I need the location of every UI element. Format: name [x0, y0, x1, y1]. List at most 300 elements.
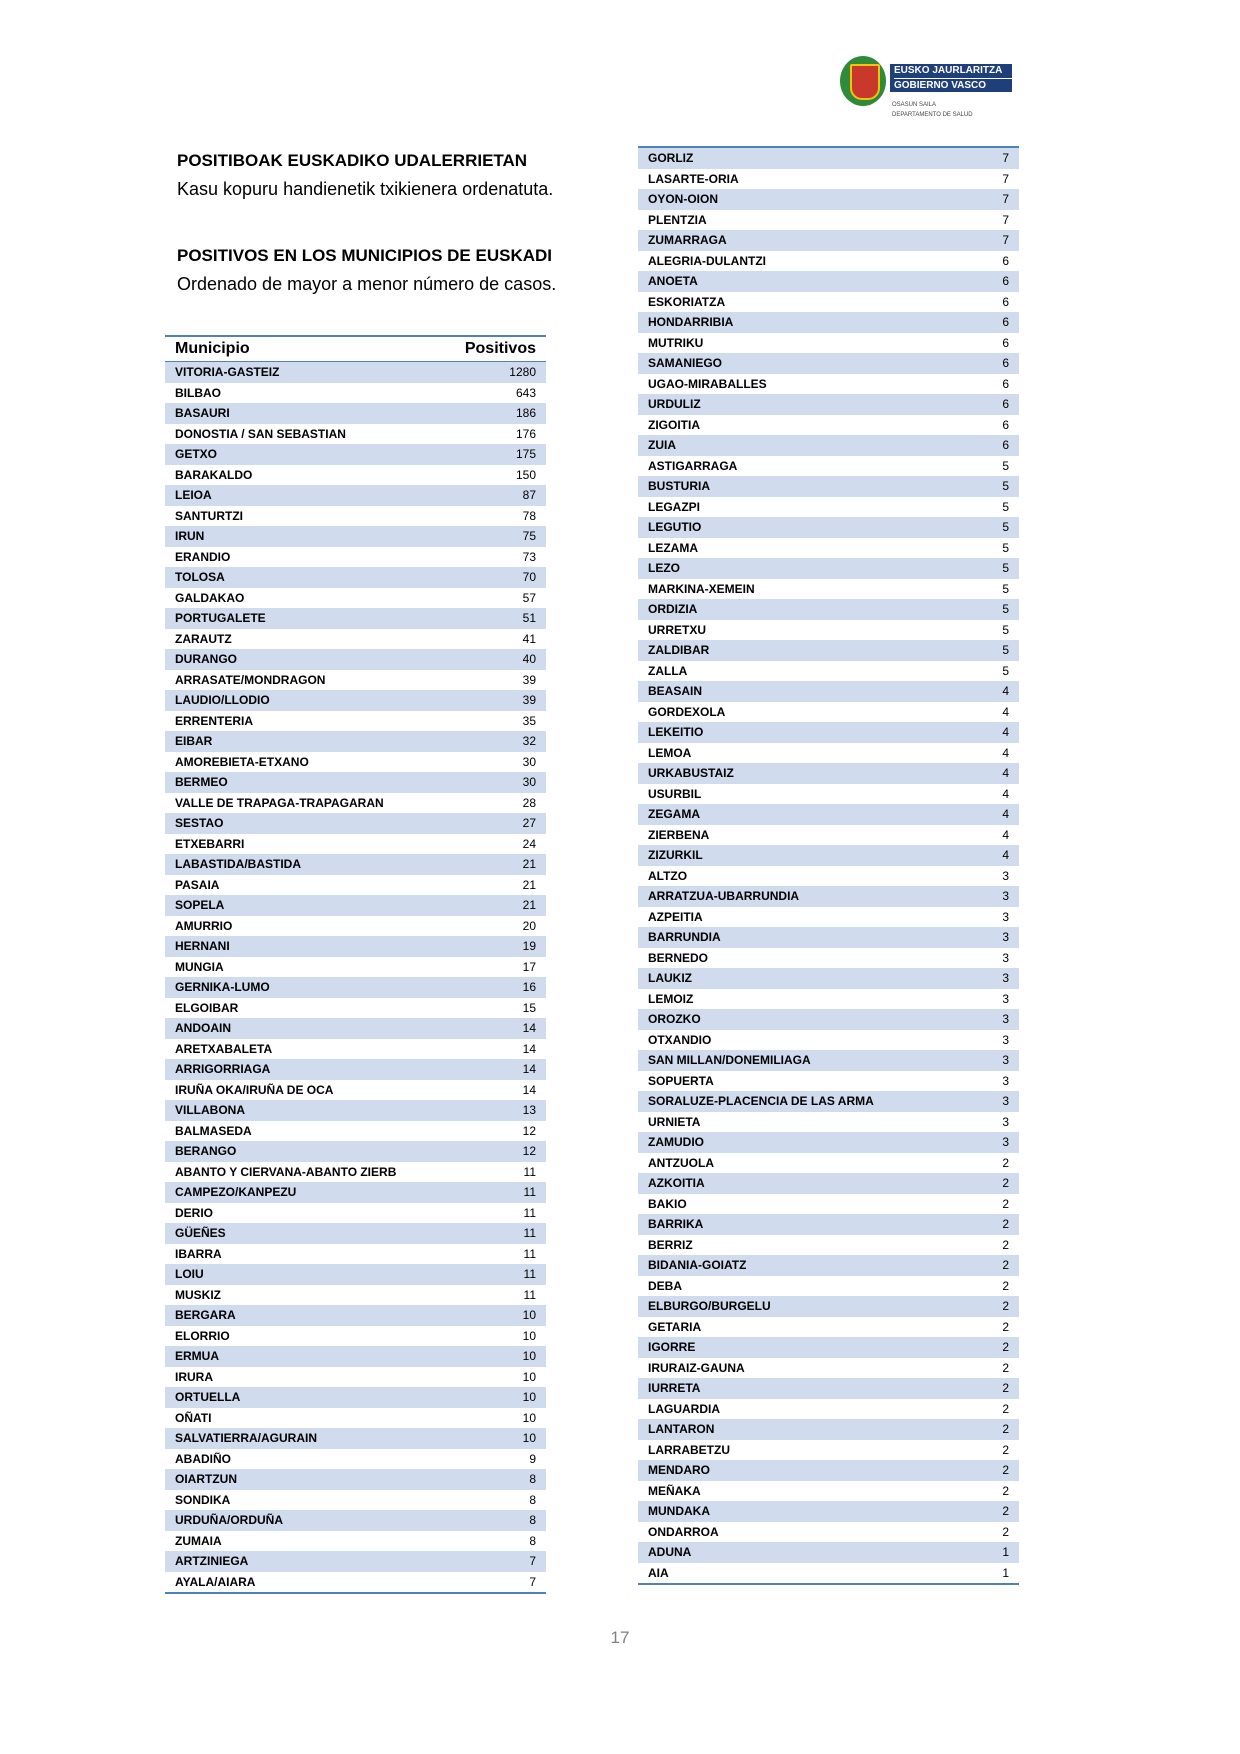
positivos-cell: 8 [529, 1472, 536, 1487]
positivos-cell: 2 [1002, 1401, 1009, 1416]
positivos-cell: 7 [1002, 151, 1009, 166]
positivos-cell: 2 [1002, 1524, 1009, 1539]
municipio-cell: DEBA [648, 1278, 683, 1293]
positivos-cell: 7 [529, 1574, 536, 1589]
municipio-cell: BERANGO [175, 1144, 237, 1159]
positivos-cell: 19 [522, 939, 536, 954]
municipio-cell: USURBIL [648, 786, 702, 801]
gobierno-vasco-logo [840, 56, 1020, 126]
municipio-cell: OÑATI [175, 1410, 212, 1425]
table-row [638, 1563, 1019, 1584]
table-row [638, 784, 1019, 805]
logo-department [892, 100, 973, 120]
table-row [638, 1522, 1019, 1543]
positivos-cell: 3 [1002, 1053, 1009, 1068]
municipio-cell: BUSTURIA [648, 479, 710, 494]
table-row [638, 1296, 1019, 1317]
municipio-cell: SOPUERTA [648, 1073, 714, 1088]
municipio-cell: LEZO [648, 561, 680, 576]
municipio-cell: LARRABETZU [648, 1442, 730, 1457]
municipio-cell: GETARIA [648, 1319, 702, 1334]
municipio-cell: IRUÑA OKA/IRUÑA DE OCA [175, 1082, 334, 1097]
table-row [638, 1030, 1019, 1051]
municipio-cell: BAKIO [648, 1196, 687, 1211]
table-row [165, 444, 546, 465]
positivos-cell: 1 [1002, 1545, 1009, 1560]
table-row [165, 1244, 546, 1265]
positivos-cell: 11 [523, 1287, 536, 1302]
table-row [638, 333, 1019, 354]
positivos-cell: 6 [1002, 335, 1009, 350]
positivos-cell: 2 [1002, 1360, 1009, 1375]
table-row [638, 804, 1019, 825]
positivos-cell: 10 [522, 1390, 536, 1405]
table-row [638, 763, 1019, 784]
municipio-cell: ALEGRIA-DULANTZI [648, 253, 766, 268]
table-row [165, 567, 546, 588]
municipio-cell: ARRIGORRIAGA [175, 1062, 271, 1077]
municipio-cell: SAMANIEGO [648, 356, 723, 371]
positivos-cell: 11 [523, 1164, 536, 1179]
logo-sub1: OSASUN SAILA [892, 102, 937, 108]
positivos-cell: 5 [1002, 622, 1009, 637]
heading-spanish-title: POSITIVOS EN LOS MUNICIPIOS DE EUSKADI [177, 246, 552, 265]
table-row [165, 403, 546, 424]
positivos-cell: 5 [1002, 643, 1009, 658]
table-row [165, 916, 546, 937]
table-row [638, 1542, 1019, 1563]
table-row [165, 465, 546, 486]
table-row [638, 825, 1019, 846]
table-row [165, 1080, 546, 1101]
municipio-cell: LASARTE-ORIA [648, 171, 739, 186]
table-row [638, 1173, 1019, 1194]
municipio-cell: LABASTIDA/BASTIDA [175, 857, 301, 872]
municipio-cell: SESTAO [175, 816, 224, 831]
municipio-cell: MARKINA-XEMEIN [648, 581, 755, 596]
municipio-cell: ARRATZUA-UBARRUNDIA [648, 889, 800, 904]
municipio-cell: BALMASEDA [175, 1123, 252, 1138]
municipio-cell: BERRIZ [648, 1237, 693, 1252]
municipio-cell: BILBAO [175, 385, 221, 400]
table-row [638, 1276, 1019, 1297]
positivos-cell: 4 [1002, 745, 1009, 760]
positivos-cell: 10 [522, 1308, 536, 1323]
table-row [165, 1551, 546, 1572]
table-row [165, 1510, 546, 1531]
table-row [165, 854, 546, 875]
table-row [638, 538, 1019, 559]
municipio-cell: HONDARRIBIA [648, 315, 734, 330]
municipio-cell: GERNIKA-LUMO [175, 980, 270, 995]
municipio-cell: TOLOSA [175, 570, 225, 585]
positivos-cell: 3 [1002, 1012, 1009, 1027]
positivos-cell: 17 [522, 959, 536, 974]
table-row [165, 1305, 546, 1326]
table-row [165, 1572, 546, 1593]
municipio-cell: ARETXABALETA [175, 1041, 273, 1056]
heading-spanish-subtitle: Ordenado de mayor a menor número de casos. [177, 274, 557, 294]
table-row [638, 415, 1019, 436]
positivos-cell: 10 [522, 1349, 536, 1364]
municipio-cell: ERMUA [175, 1349, 219, 1364]
municipio-cell: ESKORIATZA [648, 294, 726, 309]
table-row [165, 813, 546, 834]
table-row [638, 456, 1019, 477]
positivos-cell: 11 [523, 1267, 536, 1282]
table-row [165, 977, 546, 998]
positivos-cell: 643 [515, 385, 536, 400]
municipio-cell: URNIETA [648, 1114, 701, 1129]
municipio-cell: LEMOA [648, 745, 692, 760]
municipio-cell: ORDIZIA [648, 602, 698, 617]
municipio-cell: MUNDAKA [648, 1504, 710, 1519]
positivos-cell: 21 [522, 898, 536, 913]
table-row [638, 1419, 1019, 1440]
table-row [165, 588, 546, 609]
municipio-cell: OROZKO [648, 1012, 701, 1027]
municipio-cell: DONOSTIA / SAN SEBASTIAN [175, 426, 346, 441]
positivos-cell: 15 [522, 1000, 536, 1015]
table-row [638, 394, 1019, 415]
municipio-cell: ELORRIO [175, 1328, 230, 1343]
positivos-cell: 175 [515, 447, 536, 462]
municipio-cell: PLENTZIA [648, 212, 707, 227]
municipio-cell: ARRASATE/MONDRAGON [175, 672, 326, 687]
municipio-cell: MUSKIZ [175, 1287, 221, 1302]
municipio-cell: SANTURTZI [175, 508, 243, 523]
positivos-cell: 11 [523, 1205, 536, 1220]
positivos-cell: 30 [522, 754, 536, 769]
municipio-cell: ERRENTERIA [175, 713, 254, 728]
positivos-cell: 7 [1002, 171, 1009, 186]
positivos-cell: 10 [522, 1431, 536, 1446]
positivos-cell: 2 [1002, 1196, 1009, 1211]
table-row [638, 374, 1019, 395]
table-row [165, 772, 546, 793]
municipio-cell: ETXEBARRI [175, 836, 245, 851]
positivos-cell: 21 [522, 877, 536, 892]
positivos-cell: 78 [522, 508, 536, 523]
municipio-cell: LEKEITIO [648, 725, 704, 740]
table-row [638, 1194, 1019, 1215]
table-row [165, 506, 546, 527]
municipio-cell: BERNEDO [648, 950, 709, 965]
municipio-cell: SONDIKA [175, 1492, 231, 1507]
table-row [638, 517, 1019, 538]
positivos-cell: 4 [1002, 766, 1009, 781]
logo-sub2: DEPARTAMENTO DE SALUD [892, 112, 973, 118]
table-row [638, 907, 1019, 928]
positivos-cell: 24 [522, 836, 536, 851]
positivos-cell: 3 [1002, 1094, 1009, 1109]
municipio-cell: URDULIZ [648, 397, 701, 412]
positivos-cell: 1 [1002, 1565, 1009, 1580]
municipio-cell: GORLIZ [648, 151, 694, 166]
table-row [638, 1112, 1019, 1133]
municipio-cell: AIA [648, 1565, 669, 1580]
positivos-cell: 7 [1002, 233, 1009, 248]
table-row [165, 875, 546, 896]
municipio-cell: ERANDIO [175, 549, 231, 564]
positivos-cell: 4 [1002, 725, 1009, 740]
municipio-cell: AMOREBIETA-ETXANO [175, 754, 309, 769]
positivos-cell: 6 [1002, 294, 1009, 309]
table-row [165, 1346, 546, 1367]
municipio-cell: IBARRA [175, 1246, 222, 1261]
table-row [638, 743, 1019, 764]
municipios-table-right [638, 146, 1019, 1585]
table-row [638, 1317, 1019, 1338]
positivos-cell: 75 [522, 529, 536, 544]
table-row [165, 608, 546, 629]
positivos-cell: 3 [1002, 1032, 1009, 1047]
table-row [638, 1214, 1019, 1235]
table-row [165, 690, 546, 711]
table-row [638, 189, 1019, 210]
table-row [638, 579, 1019, 600]
positivos-cell: 16 [522, 980, 536, 995]
municipio-cell: ZUMARRAGA [648, 233, 727, 248]
municipio-cell: GÜEÑES [175, 1226, 226, 1241]
municipio-cell: URDUÑA/ORDUÑA [175, 1513, 283, 1528]
positivos-cell: 2 [1002, 1258, 1009, 1273]
table-row [638, 435, 1019, 456]
municipio-cell: ELBURGO/BURGELU [648, 1299, 771, 1314]
table-row [165, 1059, 546, 1080]
positivos-cell: 35 [522, 713, 536, 728]
positivos-cell: 6 [1002, 397, 1009, 412]
table-row [638, 927, 1019, 948]
municipio-cell: ADUNA [648, 1545, 692, 1560]
positivos-cell: 2 [1002, 1176, 1009, 1191]
municipio-cell: VITORIA-GASTEIZ [175, 365, 280, 380]
municipio-cell: OIARTZUN [175, 1472, 237, 1487]
positivos-cell: 12 [522, 1144, 536, 1159]
positivos-cell: 3 [1002, 909, 1009, 924]
table-row [638, 558, 1019, 579]
municipio-cell: VILLABONA [175, 1103, 245, 1118]
municipio-cell: ZALLA [648, 663, 688, 678]
positivos-cell: 6 [1002, 376, 1009, 391]
table-row [165, 362, 546, 383]
heading-spanish [177, 245, 597, 296]
positivos-cell: 57 [522, 590, 536, 605]
municipio-cell: LEIOA [175, 488, 212, 503]
positivos-cell: 70 [522, 570, 536, 585]
table-row [638, 1050, 1019, 1071]
municipio-cell: ANTZUOLA [648, 1155, 714, 1170]
municipio-cell: ZAMUDIO [648, 1135, 704, 1150]
positivos-cell: 2 [1002, 1237, 1009, 1252]
table-row [165, 1490, 546, 1511]
table-row [165, 711, 546, 732]
table-row [165, 793, 546, 814]
positivos-cell: 5 [1002, 479, 1009, 494]
municipio-cell: ORTUELLA [175, 1390, 241, 1405]
municipio-cell: MUNGIA [175, 959, 224, 974]
positivos-cell: 4 [1002, 807, 1009, 822]
table-row [638, 845, 1019, 866]
table-row [165, 1428, 546, 1449]
table-body-right [638, 146, 1019, 1585]
table-row [165, 895, 546, 916]
positivos-cell: 73 [522, 549, 536, 564]
positivos-cell: 4 [1002, 684, 1009, 699]
positivos-cell: 4 [1002, 786, 1009, 801]
municipio-cell: LAUDIO/LLODIO [175, 693, 270, 708]
table-row [165, 936, 546, 957]
table-row [638, 640, 1019, 661]
positivos-cell: 2 [1002, 1442, 1009, 1457]
positivos-cell: 2 [1002, 1504, 1009, 1519]
table-row [165, 1264, 546, 1285]
municipio-cell: DURANGO [175, 652, 237, 667]
municipio-cell: BASAURI [175, 406, 230, 421]
municipio-cell: URKABUSTAIZ [648, 766, 734, 781]
positivos-cell: 10 [522, 1328, 536, 1343]
municipio-cell: BEASAIN [648, 684, 703, 699]
municipio-cell: SORALUZE-PLACENCIA DE LAS ARMA [648, 1094, 874, 1109]
table-row [638, 312, 1019, 333]
positivos-cell: 7 [529, 1554, 536, 1569]
positivos-cell: 1280 [509, 365, 536, 380]
positivos-cell: 8 [529, 1492, 536, 1507]
municipio-cell: UGAO-MIRABALLES [648, 376, 767, 391]
positivos-cell: 5 [1002, 458, 1009, 473]
table-row [638, 1071, 1019, 1092]
table-row [165, 1018, 546, 1039]
table-row [638, 702, 1019, 723]
positivos-cell: 3 [1002, 950, 1009, 965]
table-row [638, 1501, 1019, 1522]
municipio-cell: LEZAMA [648, 540, 698, 555]
positivos-cell: 3 [1002, 991, 1009, 1006]
heading-basque-title: POSITIBOAK EUSKADIKO UDALERRIETAN [177, 151, 528, 170]
positivos-cell: 3 [1002, 930, 1009, 945]
positivos-cell: 27 [522, 816, 536, 831]
positivos-cell: 186 [515, 406, 536, 421]
positivos-cell: 13 [522, 1103, 536, 1118]
municipio-cell: SOPELA [175, 898, 225, 913]
table-row [165, 1141, 546, 1162]
positivos-cell: 7 [1002, 192, 1009, 207]
positivos-cell: 3 [1002, 1135, 1009, 1150]
municipio-cell: ZUIA [648, 438, 676, 453]
col-positivos: Positivos [464, 340, 536, 357]
municipio-cell: LEMOIZ [648, 991, 694, 1006]
positivos-cell: 3 [1002, 889, 1009, 904]
table-row [165, 526, 546, 547]
table-row [638, 148, 1019, 169]
municipio-cell: BERMEO [175, 775, 228, 790]
positivos-cell: 11 [523, 1246, 536, 1261]
municipio-cell: BARRIKA [648, 1217, 704, 1232]
heading-basque-subtitle: Kasu kopuru handienetik txikienera ordenatuta. [177, 179, 554, 199]
table-row [638, 210, 1019, 231]
table-row [638, 251, 1019, 272]
table-row [165, 1162, 546, 1183]
municipio-cell: IGORRE [648, 1340, 696, 1355]
municipio-cell: ONDARROA [648, 1524, 719, 1539]
table-row [638, 1481, 1019, 1502]
municipio-cell: ELGOIBAR [175, 1000, 239, 1015]
positivos-cell: 6 [1002, 356, 1009, 371]
positivos-cell: 2 [1002, 1319, 1009, 1334]
table-row [165, 731, 546, 752]
table-row [165, 1100, 546, 1121]
municipio-cell: MUTRIKU [648, 335, 704, 350]
table-row [638, 722, 1019, 743]
positivos-cell: 5 [1002, 663, 1009, 678]
table-row [638, 1337, 1019, 1358]
municipio-cell: IRURAIZ-GAUNA [648, 1360, 745, 1375]
municipio-cell: ANDOAIN [175, 1021, 231, 1036]
positivos-cell: 39 [522, 693, 536, 708]
table-header [165, 335, 546, 362]
positivos-cell: 5 [1002, 520, 1009, 535]
municipio-cell: IURRETA [648, 1381, 701, 1396]
table-row [165, 1182, 546, 1203]
municipio-cell: PORTUGALETE [175, 611, 266, 626]
table-row [638, 1153, 1019, 1174]
table-row [638, 1091, 1019, 1112]
municipio-cell: ZIZURKIL [648, 848, 703, 863]
positivos-cell: 30 [522, 775, 536, 790]
municipio-cell: ZALDIBAR [648, 643, 710, 658]
positivos-cell: 2 [1002, 1463, 1009, 1478]
positivos-cell: 11 [523, 1185, 536, 1200]
positivos-cell: 5 [1002, 540, 1009, 555]
table-row [638, 476, 1019, 497]
municipio-cell: DERIO [175, 1205, 214, 1220]
positivos-cell: 20 [522, 918, 536, 933]
table-row [165, 1203, 546, 1224]
table-row [165, 834, 546, 855]
municipio-cell: BIDANIA-GOIATZ [648, 1258, 747, 1273]
positivos-cell: 14 [522, 1021, 536, 1036]
positivos-cell: 2 [1002, 1299, 1009, 1314]
table-row [165, 424, 546, 445]
positivos-cell: 2 [1002, 1381, 1009, 1396]
page-number: 17 [610, 1628, 630, 1647]
table-row [165, 1387, 546, 1408]
municipio-cell: LEGUTIO [648, 520, 702, 535]
municipio-cell: AYALA/AIARA [175, 1574, 256, 1589]
table-row [165, 383, 546, 404]
positivos-cell: 6 [1002, 274, 1009, 289]
municipio-cell: OYON-OION [648, 192, 719, 207]
municipio-cell: LEGAZPI [648, 499, 701, 514]
table-row [638, 661, 1019, 682]
municipio-cell: HERNANI [175, 939, 230, 954]
municipio-cell: BARRUNDIA [648, 930, 721, 945]
positivos-cell: 2 [1002, 1422, 1009, 1437]
table-row [638, 230, 1019, 251]
municipio-cell: OTXANDIO [648, 1032, 712, 1047]
positivos-cell: 41 [522, 631, 536, 646]
col-municipio: Municipio [175, 340, 250, 357]
table-row [165, 752, 546, 773]
positivos-cell: 6 [1002, 253, 1009, 268]
table-row [165, 485, 546, 506]
positivos-cell: 6 [1002, 438, 1009, 453]
positivos-cell: 4 [1002, 704, 1009, 719]
municipio-cell: ARTZINIEGA [175, 1554, 249, 1569]
positivos-cell: 4 [1002, 827, 1009, 842]
table-row [638, 886, 1019, 907]
positivos-cell: 8 [529, 1513, 536, 1528]
